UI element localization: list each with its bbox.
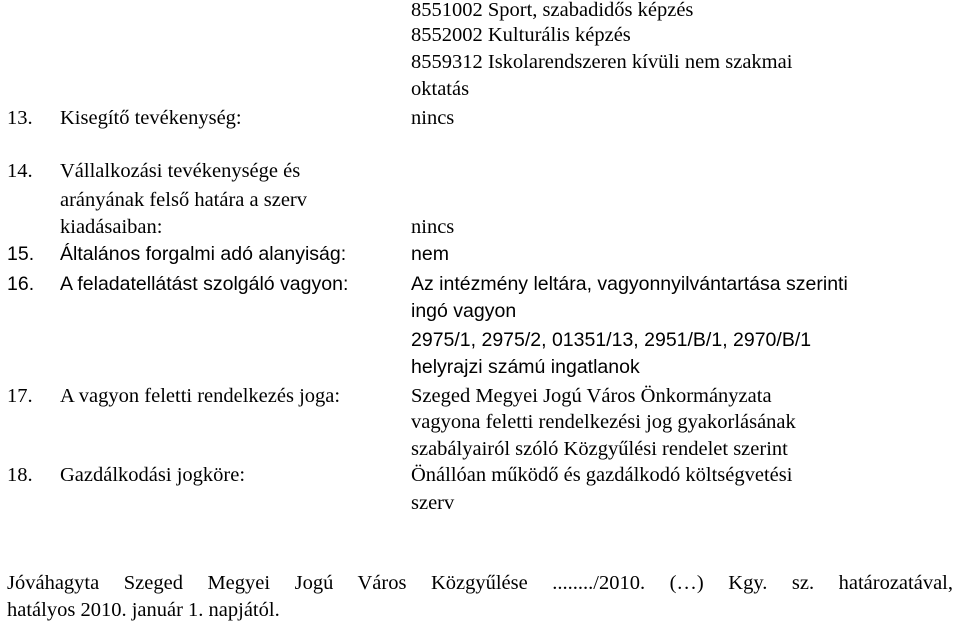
item-number: 14.: [7, 160, 33, 182]
item-value-line-1: Önállóan működő és gazdálkodó költségvetési: [411, 464, 793, 486]
activity-line-3: 8559312 Iskolarendszeren kívüli nem szakmai: [411, 51, 793, 73]
item-label: Gazdálkodási jogköre:: [60, 464, 246, 486]
item-value-line-2: vagyona feletti rendelkezési jog gyakorlásának: [411, 411, 796, 433]
item-label-line-2: arányának felső határa a szerv: [60, 189, 307, 211]
item-label: Általános forgalmi adó alanyiság:: [60, 243, 347, 265]
item-number: 16.: [7, 273, 35, 295]
activity-line-4: oktatás: [411, 78, 470, 100]
item-label: A vagyon feletti rendelkezés joga:: [60, 385, 341, 407]
item-value-line-3: szabályairól szóló Közgyűlési rendelet szerint: [411, 438, 788, 460]
item-value: nincs: [411, 107, 455, 129]
activity-line-2: 8552002 Kulturális képzés: [411, 24, 631, 46]
approval-note-line-1: Jóváhagyta Szeged Megyei Jogú Város Közgyűlése ......../2010. (…) Kgy. sz. határozatával,: [7, 572, 953, 594]
item-number: 13.: [7, 107, 33, 129]
item-value: nem: [411, 243, 449, 265]
item-label-line-1: Vállalkozási tevékenysége és: [60, 160, 301, 182]
item-value-line-3: 2975/1, 2975/2, 01351/13, 2951/B/1, 2970/B/1: [411, 329, 812, 351]
approval-note-line-2: hatályos 2010. január 1. napjától.: [7, 599, 280, 621]
item-value-line-1: Az intézmény leltára, vagyonnyilvántartása szerinti: [411, 273, 848, 295]
item-value-line-2: szerv: [411, 492, 455, 514]
item-label: A feladatellátást szolgáló vagyon:: [60, 273, 349, 295]
activity-line-1: 8551002 Sport, szabadidős képzés: [411, 0, 694, 21]
item-number: 15.: [7, 243, 35, 265]
item-number: 17.: [7, 385, 33, 407]
item-label-line-3: kiadásaiban:: [60, 216, 163, 238]
item-label: Kisegítő tevékenység:: [60, 107, 242, 129]
item-value: nincs: [411, 216, 455, 238]
item-value-line-1: Szeged Megyei Jogú Város Önkormányzata: [411, 385, 772, 407]
item-value-line-2: ingó vagyon: [411, 300, 517, 322]
item-value-line-4: helyrajzi számú ingatlanok: [411, 356, 640, 378]
item-number: 18.: [7, 464, 33, 486]
